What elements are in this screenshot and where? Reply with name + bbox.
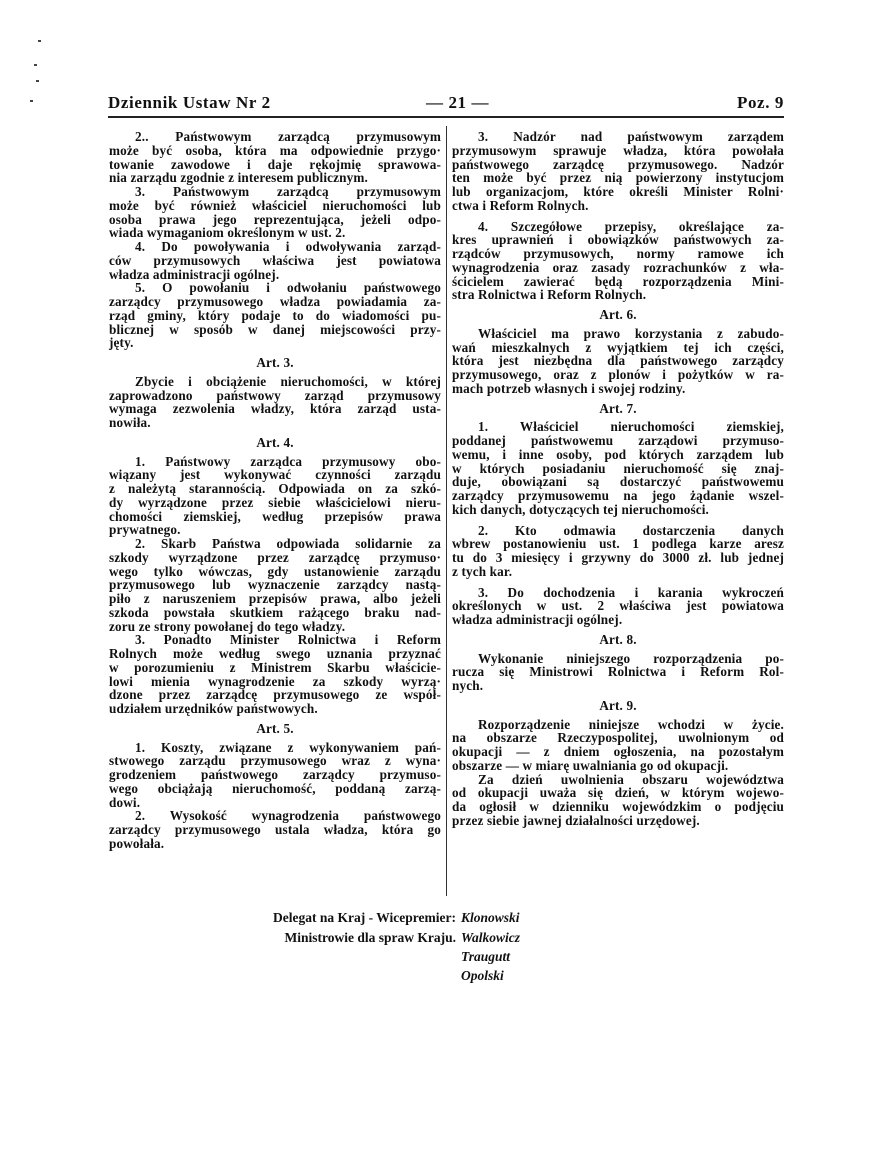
text-line: 2. Skarb Państwa odpowiada solidarnie za (135, 536, 441, 551)
text-line: 4. Szczegółowe przepisy, określające za- (478, 218, 784, 234)
text-line: ców przymusowych właściwa jest powiatowa (109, 252, 441, 268)
text-line: prywatnego. (109, 522, 181, 538)
text-line: lub organizacjom, które określi Minister Rolni· (452, 184, 784, 199)
paragraph (109, 741, 441, 810)
text-line: poddanej państwowemu zarządowi przymuso- (452, 433, 784, 448)
text-line: w porozumieniu z Ministrem Skarbu właściciе- (109, 659, 441, 675)
paragraph (452, 130, 784, 213)
paragraph (109, 375, 441, 430)
text-line: wemu, i inne osoby, pod których zarządem lub (452, 446, 784, 462)
scan-speck (34, 64, 37, 66)
paragraph (452, 652, 784, 693)
text-line: państwowego zarządcę przymusowego. Nadzór (452, 156, 784, 172)
signature-name: Traugutt (461, 949, 511, 964)
text-line: kich danych, dotyczących tej nieruchomości. (452, 501, 709, 517)
text-line: Wykonanie niniejszego rozporządzenia po- (478, 650, 784, 666)
text-line: zarządcy przymusowego władza powiadamia za- (109, 294, 441, 309)
right-column (452, 130, 784, 828)
paragraph (452, 718, 784, 773)
text-line: ścicielem zawierać będą rozporządzenia Mini- (452, 273, 784, 289)
text-line: zoru ze strony powołanej do tego władzy. (109, 618, 346, 634)
text-line: wymaga zezwolenia władzy, która zarząd usta- (109, 401, 441, 417)
text-line: wego tylko wówczas, gdy ustanowienie zarządu (109, 563, 441, 579)
text-line: szkoda powstała skutkiem rażącego braku nad- (109, 604, 441, 620)
text-line: dowi. (109, 794, 141, 810)
paragraph (452, 586, 784, 627)
page-header (108, 94, 784, 118)
text-line: towanie zawodowe i daje rękojmię sprawowa- (109, 156, 441, 172)
article-heading: Art. 7. (599, 400, 637, 416)
scan-speck (30, 100, 33, 102)
article-heading: Art. 9. (599, 697, 637, 713)
signature-name: Klonowski (461, 910, 520, 925)
text-line: może być osoba, która ma odpowiednie przygo· (109, 142, 441, 158)
text-line: ten może być przez nią powierzony instytucjom (452, 170, 784, 186)
text-line: 3. Ponadto Minister Rolnictwa i Reform (135, 632, 441, 648)
paragraph (109, 130, 441, 185)
article-heading: Art. 4. (256, 434, 294, 450)
text-line: 1. Państwowy zarządca przymusowy obo- (135, 453, 441, 469)
text-line: rucza się Ministrowi Rolnictwa i Reform Rol- (452, 664, 784, 680)
signature-name: Walkowicz (461, 930, 521, 945)
paragraph (109, 633, 441, 716)
paragraph (109, 809, 441, 850)
text-line: stwowego zarządu przymusowego wraz z wyna· (109, 753, 441, 769)
left-column (109, 130, 441, 851)
text-line: 1. Koszty, związane z wykonywaniem pań- (135, 739, 441, 755)
text-line: obszarze — w miarę uwalniania go od okupacji. (452, 757, 729, 773)
text-line: wbrew postanowieniu ust. 1 podlega karze aresz (452, 536, 784, 552)
paragraph (109, 455, 441, 538)
article-heading: Art. 6. (599, 307, 637, 322)
text-line: 3. Nadzór nad państwowym zarządem (478, 129, 784, 144)
text-line: zaprowadzono państwowy zarząd przymusowy (109, 387, 441, 403)
text-line: dzone przez zarządcę przymusowego ze współ- (109, 687, 441, 703)
paragraph (109, 281, 441, 350)
paragraph (109, 185, 441, 240)
text-line: dy wyrządzone przez siebie właścicielowi nieru- (109, 494, 441, 510)
text-line: Rolnych może według swego uznania przyznać (109, 646, 441, 661)
text-line: przymusowym sprawuje władza, która powołała (452, 142, 784, 158)
text-line: rząd gminy, który podaje to do wiadomości pu- (109, 307, 441, 323)
text-line: Właściciel ma prawo korzystania z zabudo- (478, 325, 784, 341)
text-line: duje, obowiązani są dostarczyć państwowemu (452, 474, 784, 490)
signature-role-deputy-premier: Delegat na Kraj - Wicepremier: (273, 910, 456, 925)
text-line: nowiła. (109, 415, 151, 430)
text-line: szkody wyrządzone przez zarządcę przymuso· (109, 549, 441, 565)
text-line: nych. (452, 678, 484, 693)
column-divider (446, 126, 447, 896)
signature-role-ministers: Ministrowie dla spraw Kraju. (284, 930, 456, 945)
journal-title: Dziennik Ustaw Nr 2 (108, 93, 271, 112)
text-line: rządców przymusowych, normy ramowe ich (452, 246, 784, 261)
text-line: Rozporządzenie niniejsze wchodzi w życie. (478, 716, 784, 732)
text-line: wiązany jest wykonywać czynności zarządu (109, 467, 441, 483)
text-line: władza administracji ogólnej. (109, 266, 280, 282)
scan-speck (38, 40, 41, 42)
text-line: 2.. Państwowym zarządcą przymusowym (135, 129, 441, 144)
text-line: powołała. (109, 835, 165, 851)
paragraph (452, 773, 784, 828)
text-line: Za dzień uwolnienia obszaru województwa (478, 771, 784, 787)
text-line: udziałem urzędników państwowych. (109, 701, 318, 716)
text-line: Zbycie i obciążenie nieruchomości, w której (135, 373, 441, 389)
text-line: z tych kar. (452, 563, 513, 579)
text-line: kres uprawnień i obowiązków państwowych za- (452, 232, 784, 248)
text-line: lowi mienia wynagrodzenie za szkody wyrzą· (109, 673, 441, 689)
text-line: określonych w ust. 2 właściwa jest powiatowa (452, 598, 784, 614)
text-line: osoba prawa jego reprezentująca, jeżeli odpo- (109, 211, 441, 227)
article-heading: Art. 3. (256, 355, 294, 370)
text-line: na obszarze Rzeczypospolitej, uwolnionym od (452, 730, 784, 746)
text-line: stra Rolnictwa i Reform Rolnych. (452, 287, 647, 303)
paragraph (452, 420, 784, 516)
text-line: jęty. (109, 335, 134, 351)
text-line: ctwa i Reform Rolnych. (452, 197, 589, 213)
text-line: przez siebie jawnej działalności urzędowej. (452, 812, 700, 828)
text-line: od okupacji uważa się dzień, w którym wojewo- (452, 785, 784, 801)
text-line: mach potrzeb własnych i swojej rodziny. (452, 380, 686, 396)
text-line: 1. Właściciel nieruchomości ziemskiej, (478, 419, 784, 435)
page-number: — 21 — (426, 93, 490, 112)
text-line: może być również właściciel nieruchomości lub (109, 197, 441, 213)
text-line: grodzeniem państwowego zarządcy przymuso- (109, 767, 441, 782)
text-line: która jest niezbędna dla państwowego zarządcy (452, 353, 784, 369)
paragraph (109, 240, 441, 281)
text-line: chomości ziemskiej, według przepisów prawa (109, 508, 441, 524)
text-line: okupacji — z dniem ogłoszenia, na pozostałym (452, 744, 784, 759)
text-line: w których posiadaniu nieruchomość się znaj- (452, 460, 784, 476)
text-line: 4. Do powoływania i odwoływania zarząd- (135, 239, 441, 254)
text-line: da ogłosił w dzienniku wojewódzkim o podjęciu (452, 799, 784, 814)
text-line: nia zarządu zgodnie z interesem publicznym. (109, 170, 368, 186)
text-line: zarządcy przymusowego ustala władza, która go (109, 822, 441, 837)
scan-speck (36, 80, 39, 82)
text-line: władza administracji ogólnej. (452, 612, 623, 627)
text-line: 3. Państwowym zarządcą przymusowym (135, 184, 441, 199)
text-line: piło z naruszeniem przepisów prawa, albo jeżeli (109, 591, 441, 606)
text-line: tu do 3 miesięcy i grzywny do 3000 zł. lub jednej (452, 550, 784, 565)
text-line: przymusowego, oraz z plonów i pożytków w ra- (452, 367, 784, 382)
text-line: wań mieszkalnych z wyjątkiem tej ich części, (452, 339, 784, 355)
text-line: z należytą starannością. Odpowiada on za szkó- (109, 481, 441, 496)
paragraph (452, 524, 784, 579)
position-number: Poz. 9 (736, 93, 784, 112)
paragraph (452, 220, 784, 303)
article-heading: Art. 8. (599, 631, 637, 647)
text-line: zarządcy przymusowemu na jego żądanie wszel- (452, 488, 784, 503)
text-line: wynagrodzenia oraz zasady rozrachunków z wła- (452, 259, 784, 275)
text-line: blicznej w sposób w danej miejscowości przy- (109, 321, 441, 337)
text-line: wiada wymaganiom określonym w ust. 2. (109, 225, 346, 241)
text-line: wego obciążają nieruchomość, poddaną zarzą- (109, 780, 441, 796)
text-line: 5. O powołaniu i odwołaniu państwowego (135, 280, 441, 296)
paragraph (109, 537, 441, 633)
article-heading: Art. 5. (256, 720, 294, 736)
text-line: 3. Do dochodzenia i karania wykroczeń (478, 584, 784, 600)
signature-name: Opolski (461, 968, 504, 983)
paragraph (452, 327, 784, 396)
text-line: 2. Kto odmawia dostarczenia danych (478, 522, 784, 538)
text-line: przymusowego lub wyznaczenie zarządcy nastą- (109, 577, 441, 593)
text-line: 2. Wysokość wynagrodzenia państwowego (135, 808, 441, 824)
